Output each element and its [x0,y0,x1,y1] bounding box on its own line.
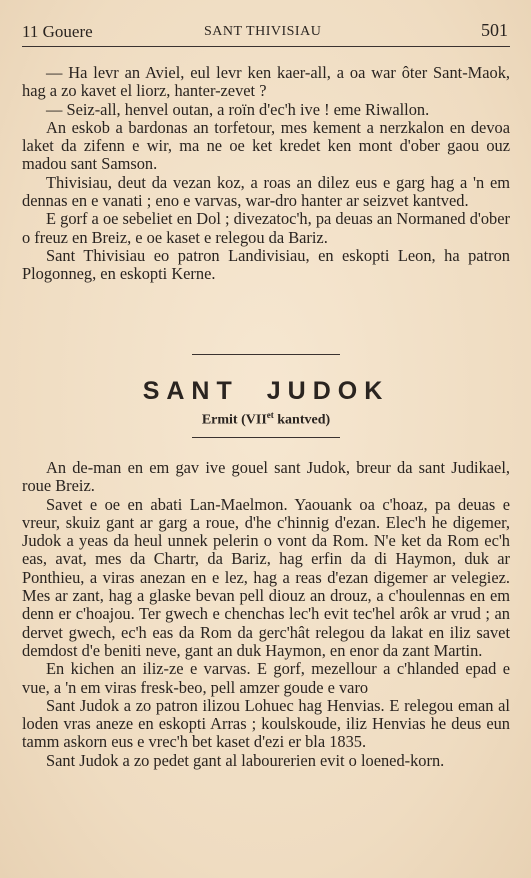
paragraph: Thivisiau, deut da vezan koz, a roas an dilez eus e garg hag a 'n em dennas en e vanati ; eno e varvas, war-dro hanter ar seizvet kantved. [22,172,510,211]
paragraph: An de-man en em gav ive gouel sant Judok, breur da sant Judikael, roue Breiz. [22,458,510,496]
section-divider [192,354,340,355]
title-word-sant: SANT [142,377,239,405]
paragraph: Sant Judok a zo patron ilizou Lohuec hag Henvias. E relegou eman al loden vras aneze en eskopti Arras ; koulskoude, iliz Henvias he deus eun tamm askorn eus e vrec'h bet kaset d'ezi er bla 1835. [22,695,510,752]
paragraph: An eskob a bardonas an torfetour, mes kement a nerzkalon en devoa laket da zifenn e wir, ma ne oe ket kredet ken mont d'ober gaou ouz madou sant Samson. [22,117,510,174]
paragraph: Sant Thivisiau eo patron Landivisiau, en eskopti Leon, ha patron Plogonneg, en eskopti Kerne. [22,245,510,284]
section-title [22,377,510,406]
section-judok-text [22,459,510,770]
page-number: 501 [481,20,508,40]
paragraph: En kichen an iliz-ze e varvas. E gorf, mezellour a c'hlanded epad e vue, a 'n em viras fresk-beo, pell amzer goude e varo [22,659,510,697]
subtitle-divider [192,437,340,438]
paragraph: E gorf a oe sebeliet en Dol ; divezatoc'h, pa deuas an Normaned d'ober o freuz en Breiz, e oe kaset e relegou da Bariz. [22,209,510,247]
paragraph: Savet e oe en abati Lan-Maelmon. Yaouank oa c'hoaz, pa deuas e vreur, skuiz gant ar garg a roue, d'he c'hinnig d'ezan. Elec'h he digemer, Judok a yeas da heul unnek pelerin o vont da Rom. N'e ket da Rom ec'h eas, avat, mes da Chartr, da Bariz, hag erfin da di Haymon, duk ar Ponthieu, a viras anezan en e lez, hag a reas d'ezan digemer ar velegiez. Mes ar zant, hag a glaske bevan pell diouz an drouz, a c'houlennas en em denn er c'hoajou. Ter gwech e chenchas lec'h evit tec'hel arôk ar vrud ; an dervet gwech, ec'h eas da Rom da gerc'hât relegou da lakat en iliz savet demdost d'e beniti neve, gant an duk Haymon, en enor da zant Martin. [22,494,510,660]
title-word-judok: JUDOK [266,377,390,405]
paragraph: — Seiz-all, henvel outan, a roïn d'ec'h ive ! eme Riwallon. [46,99,430,119]
header-date: 11 Gouere [22,22,93,41]
section-thivisiau-text [22,64,510,284]
running-header [22,0,510,47]
header-running-title: SANT THIVISIAU [204,24,322,39]
paragraph: Sant Judok a zo pedet gant al labourerien evit o loened-korn. [46,750,445,770]
section-subtitle: Ermit ($VII^{et}$ kantved) [201,410,331,428]
paragraph: — Ha levr an Aviel, eul levr ken kaer-all, a oa war ôter Sant-Maok, hag a zo kavet el liorz, hanter-zevet ? [22,63,510,101]
book-page [22,0,510,770]
